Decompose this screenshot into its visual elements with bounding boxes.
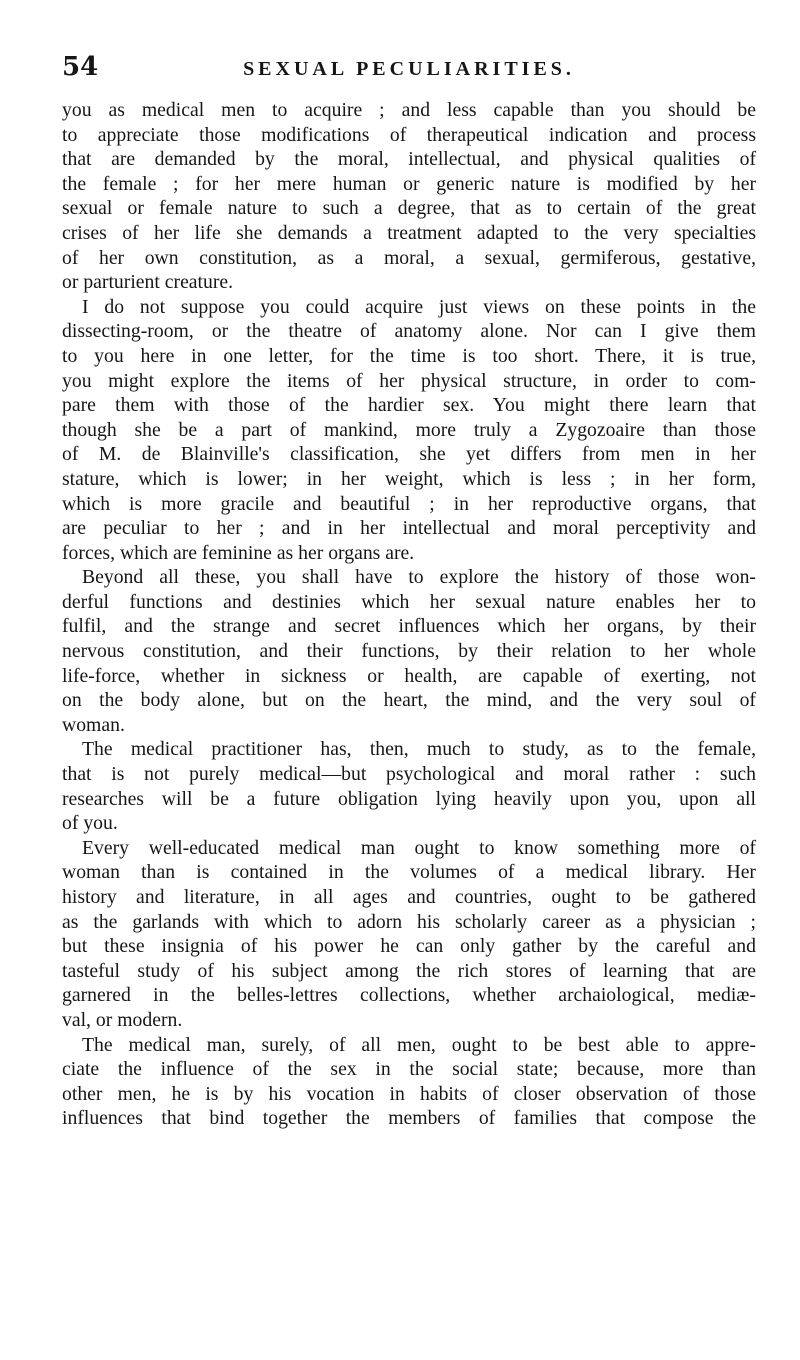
text-line: forces, which are feminine as her organs are. [62,541,415,564]
text-line: to appreciate those modifications of therapeutical indication and process [62,123,756,146]
text-line: Beyond all these, you shall have to explore the history of those won- [82,566,756,589]
text-line: fulfil, and the strange and secret influences which her organs, by their [62,615,756,638]
text-line: Every well-educated medical man ought to know something more of [82,836,756,859]
running-head [62,52,756,86]
page-number: 54 [62,52,99,82]
text-line: derful functions and destinies which her sexual nature enables her to [62,590,756,613]
text-line: nervous constitution, and their functions, by their relation to her whole [62,640,756,663]
text-line: you might explore the items of her physical structure, in order to com- [62,369,756,392]
text-line: which is more gracile and beautiful ; in her reproductive organs, that [62,492,756,515]
text-line: that are demanded by the moral, intellectual, and physical qualities of [62,148,756,171]
text-line: the female ; for her mere human or generic nature is modified by her [62,172,756,195]
text-line: history and literature, in all ages and countries, ought to be gathered [62,886,756,908]
text-line: influences that bind together the members of families that compose the [62,1107,756,1130]
text-line: are peculiar to her ; and in her intellectual and moral perceptivity and [62,517,756,540]
text-line: The medical man, surely, of all men, ought to be best able to appre- [82,1033,756,1056]
text-line: I do not suppose you could acquire just views on these points in the [82,295,756,318]
text-line: ciate the influence of the sex in the social state; because, more than [62,1058,756,1081]
text-line: dissecting-room, or the theatre of anatomy alone. Nor can I give them [62,320,756,343]
text-line: of M. de Blainville's classification, she yet differs from men in her [62,443,756,466]
text-line: as the garlands with which to adorn his scholarly career as a physician ; [62,910,756,933]
text-line: val, or modern. [62,1008,183,1031]
text-line: stature, which is lower; in her weight, which is less ; in her form, [62,467,756,490]
running-title: SEXUAL PECULIARITIES. [243,58,575,80]
text-line: woman. [62,713,125,736]
text-line: or parturient creature. [62,271,234,294]
text-line: other men, he is by his vocation in habits of closer observation of those [62,1082,756,1105]
text-line: you as medical men to acquire ; and less capable than you should be [62,99,756,121]
text-line: life-force, whether in sickness or health, are capable of exerting, not [62,664,756,687]
text-line: but these insignia of his power he can only gather by the careful and [62,935,756,958]
body-text [62,98,756,1131]
text-line: pare them with those of the hardier sex. You might there learn that [62,394,756,417]
text-line: of you. [62,812,118,835]
text-line: though she be a part of mankind, more truly a Zygozoaire than those [62,418,756,441]
text-line: that is not purely medical—but psychological and moral rather : such [62,763,756,786]
text-line: on the body alone, but on the heart, the mind, and the very soul of [62,689,756,712]
text-line: sexual or female nature to such a degree, that as to certain of the great [62,197,756,220]
text-line: garnered in the belles-lettres collections, whether archaiological, mediæ- [62,984,756,1007]
text-line: crises of her life she demands a treatment adapted to the very specialties [62,221,756,244]
text-line: The medical practitioner has, then, much to study, as to the female, [82,738,756,761]
text-line: of her own constitution, as a moral, a sexual, germiferous, gestative, [62,246,756,269]
text-line: researches will be a future obligation lying heavily upon you, upon all [62,787,756,810]
text-line: woman than is contained in the volumes of a medical library. Her [62,861,756,884]
text-line: to you here in one letter, for the time is too short. There, it is true, [62,344,756,367]
text-line: tasteful study of his subject among the rich stores of learning that are [62,959,756,982]
